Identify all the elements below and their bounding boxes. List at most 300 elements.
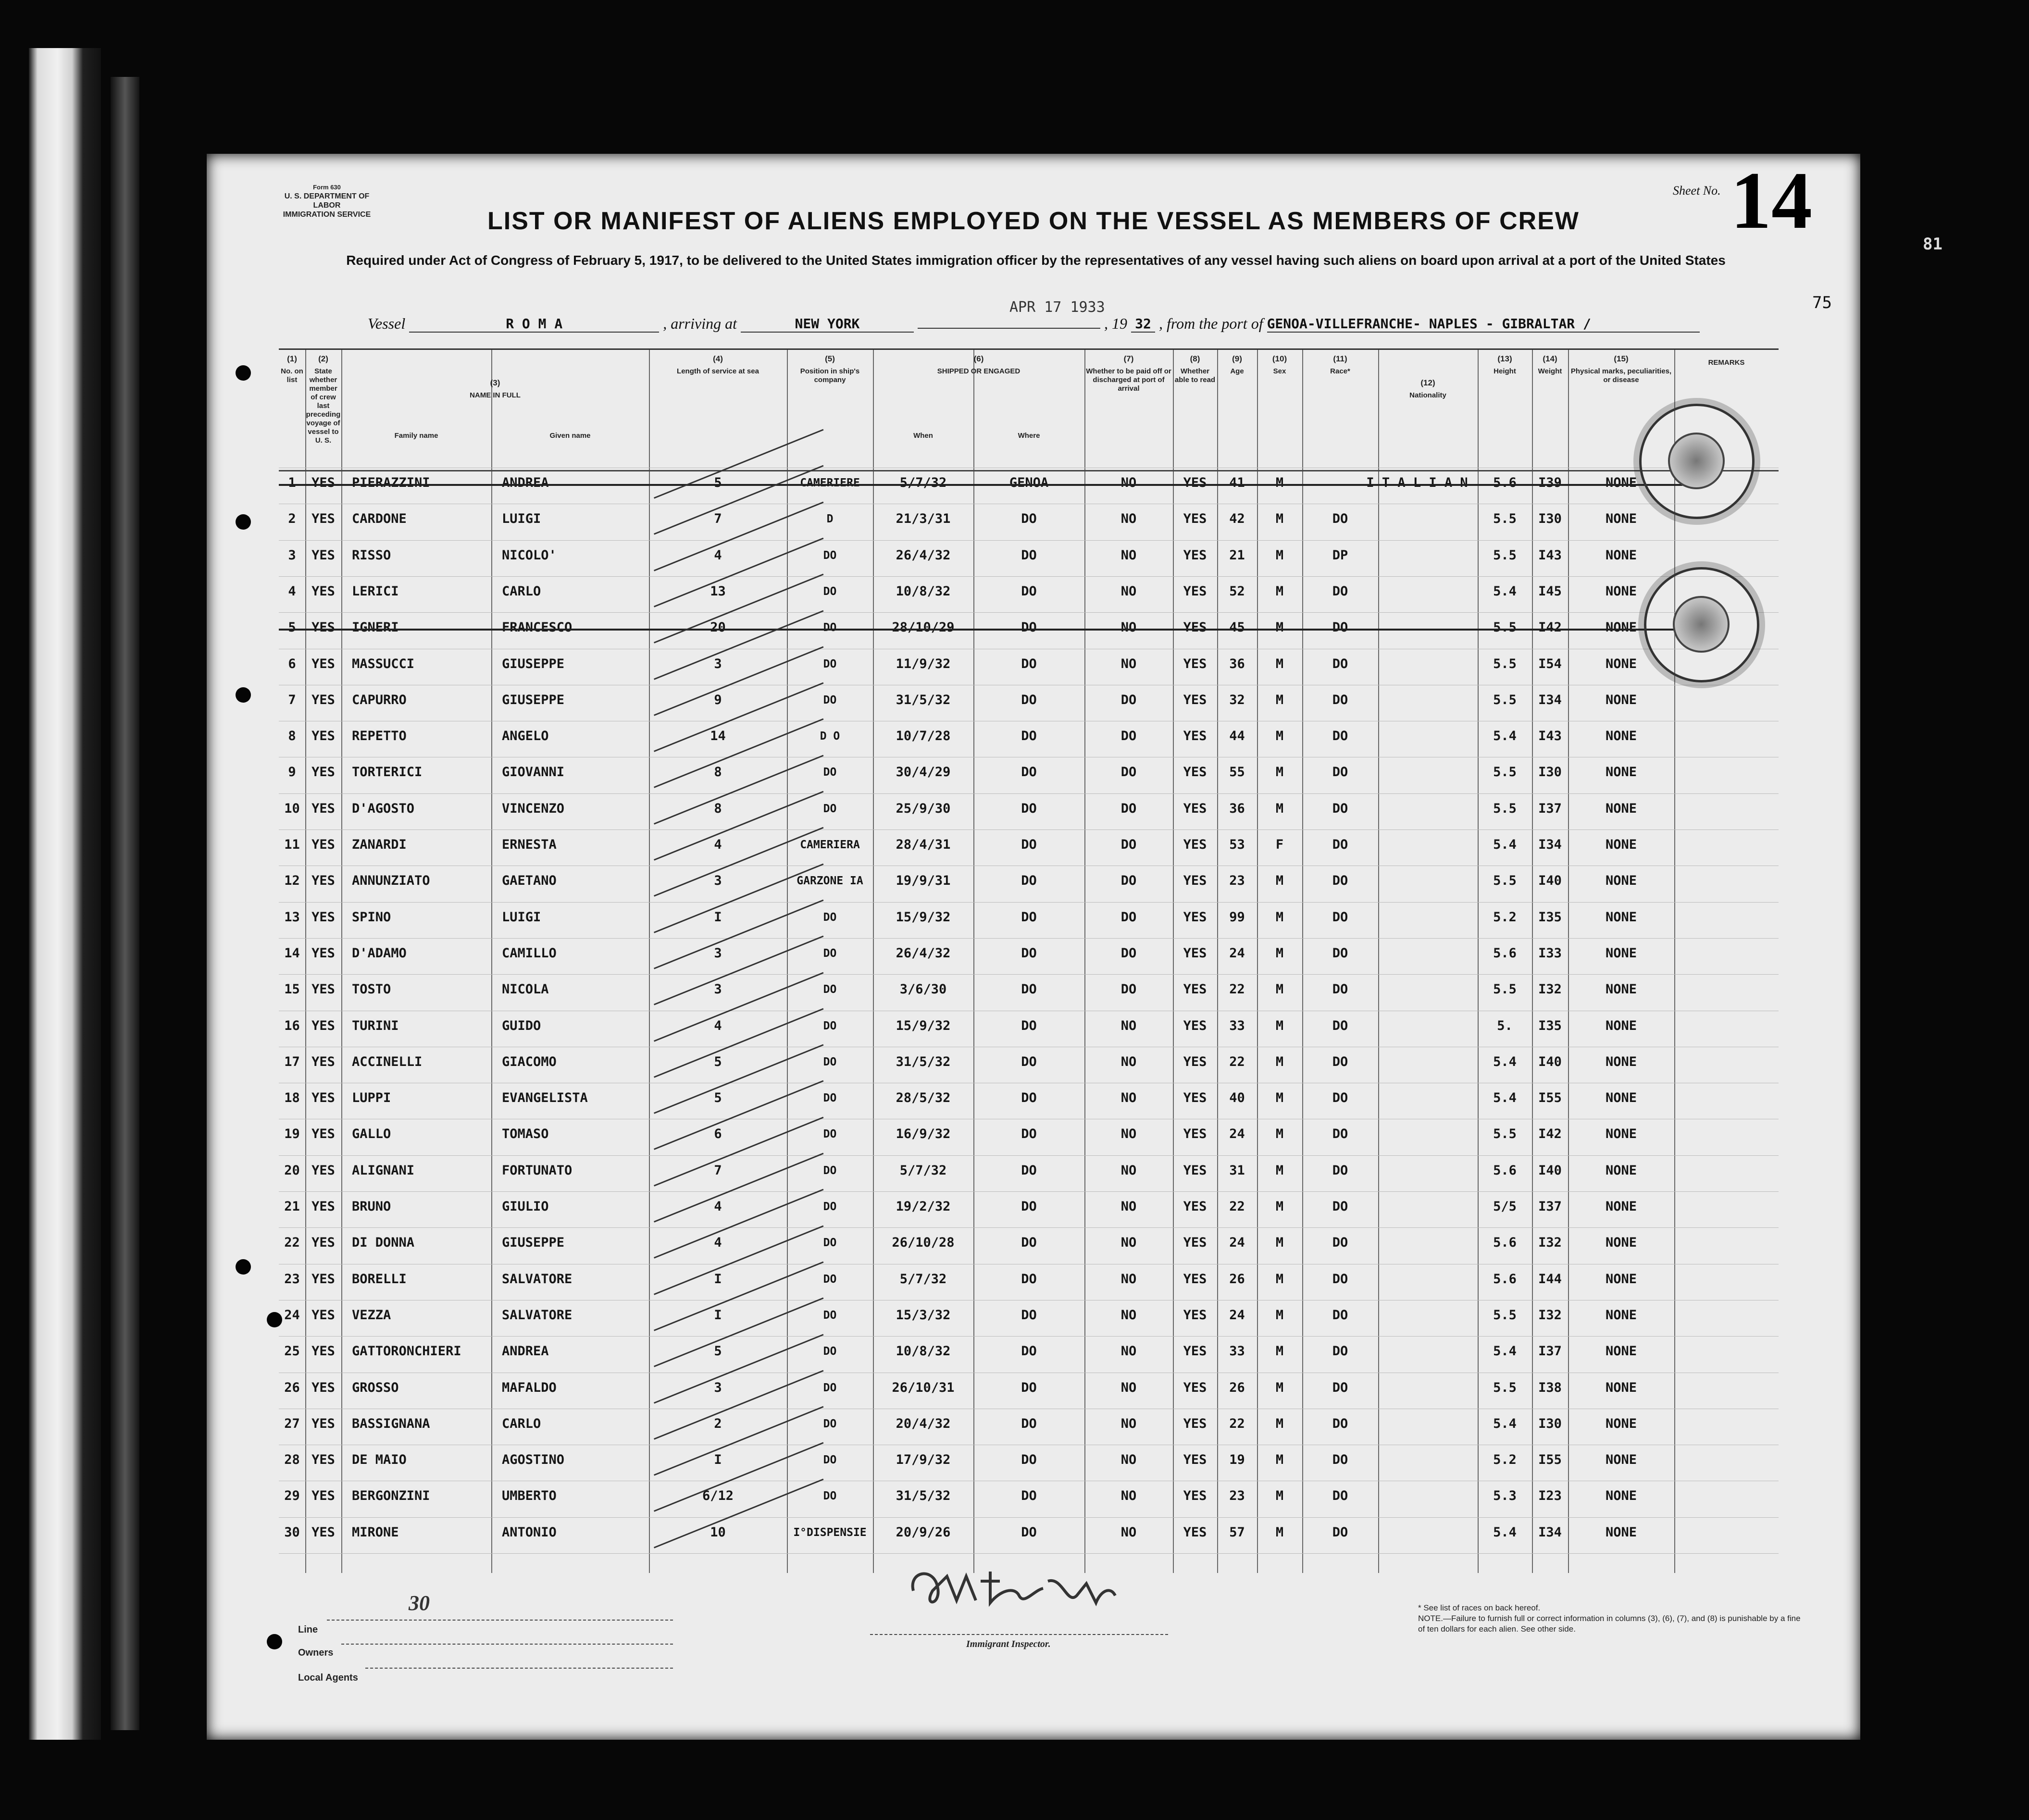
nationality: [1378, 1052, 1478, 1072]
able-to-read: YES: [1183, 1307, 1207, 1323]
form-number: Form 630: [313, 184, 341, 191]
received-date-stamp: APR 17 1933: [1009, 299, 1105, 316]
shipped-where: DO: [1021, 620, 1037, 635]
previous-voyage: YES: [311, 909, 335, 925]
row-number: 13: [284, 909, 300, 925]
column-number: (7): [1123, 354, 1134, 363]
column-number: (1): [287, 354, 297, 363]
service-label: IMMIGRATION SERVICE: [283, 210, 371, 219]
race: DO: [1332, 1090, 1348, 1106]
physical-marks: NONE: [1605, 583, 1637, 599]
weight: I43: [1538, 729, 1562, 744]
row-rule: [279, 612, 1779, 613]
shipped-when: 31/5/32: [896, 1488, 951, 1504]
nationality: [1378, 1089, 1478, 1108]
paid-off: NO: [1120, 583, 1137, 599]
height: 5.6: [1493, 1163, 1517, 1178]
service-length: 8: [714, 801, 722, 816]
table-row: [279, 1161, 1779, 1180]
race: DO: [1332, 982, 1348, 997]
age: 55: [1229, 765, 1245, 780]
given-name: GIUSEPPE: [502, 656, 565, 671]
column-label: Physical marks, peculiarities, or disease: [1570, 367, 1672, 384]
position: CAMERIERE: [800, 477, 860, 489]
weight: I55: [1538, 1090, 1562, 1106]
nationality: [1378, 727, 1478, 746]
able-to-read: YES: [1183, 765, 1207, 780]
service-length: 5: [714, 475, 722, 490]
race: DO: [1332, 1380, 1348, 1395]
previous-voyage: YES: [311, 1344, 335, 1359]
row-number: 4: [288, 583, 296, 599]
height: 5.4: [1493, 1054, 1517, 1069]
shipped-where: DO: [1021, 873, 1037, 889]
service-length: 13: [710, 583, 726, 599]
position: DO: [823, 1273, 837, 1286]
position: DO: [823, 657, 837, 670]
paid-off: NO: [1120, 1344, 1137, 1359]
column-header: [1532, 355, 1568, 376]
physical-marks: NONE: [1605, 873, 1637, 889]
physical-marks: NONE: [1605, 1235, 1637, 1250]
given-name: GIOVANNI: [502, 765, 565, 780]
physical-marks: NONE: [1605, 1488, 1637, 1504]
given-name: NICOLA: [502, 982, 549, 997]
weight: I42: [1538, 620, 1562, 635]
paid-off: NO: [1120, 1271, 1137, 1287]
from-label: , from the port of: [1158, 315, 1263, 332]
family-name: TORTERICI: [352, 765, 423, 780]
given-name: GIULIO: [502, 1199, 549, 1214]
age: 45: [1229, 620, 1245, 635]
service-length: 2: [714, 1416, 722, 1431]
previous-voyage: YES: [311, 1380, 335, 1395]
shipped-when: 10/8/32: [896, 583, 951, 599]
punch-hole: [267, 1634, 282, 1649]
paid-off: NO: [1120, 1488, 1137, 1504]
previous-voyage: YES: [311, 1199, 335, 1214]
age: 22: [1229, 1199, 1245, 1214]
height: 5.5: [1493, 511, 1517, 527]
paid-off: NO: [1120, 620, 1137, 635]
family-name: LUPPI: [352, 1090, 391, 1106]
sex: M: [1275, 547, 1284, 563]
shipped-where: DO: [1021, 1307, 1037, 1323]
nationality: [1378, 1414, 1478, 1434]
shipped-when: 26/4/32: [896, 547, 951, 563]
able-to-read: YES: [1183, 1452, 1207, 1468]
sex: M: [1275, 475, 1284, 490]
height: 5.5: [1493, 1307, 1517, 1323]
column-header: [1674, 355, 1779, 367]
weight: I30: [1538, 511, 1562, 527]
race: DO: [1332, 1235, 1348, 1250]
required-text: Required under Act of Congress of February 5, 1917, to be delivered to the United States immigration officer by the representatives of any vessel having such aliens on board upon arrival at a port of the United States: [346, 253, 1726, 268]
position: DO: [823, 1201, 837, 1213]
shipped-where: DO: [1021, 1271, 1037, 1287]
sex: M: [1275, 1524, 1284, 1540]
given-name: ERNESTA: [502, 837, 557, 852]
shipped-where: DO: [1021, 547, 1037, 563]
row-number: 29: [284, 1488, 300, 1504]
previous-voyage: YES: [311, 729, 335, 744]
column-label: Nationality: [1409, 391, 1446, 399]
able-to-read: YES: [1183, 620, 1207, 635]
column-label: State whether member of crew last preceding voyage of vessel to U. S.: [306, 367, 341, 445]
table-row: [279, 944, 1779, 963]
column-label: SHIPPED OR ENGAGED: [937, 367, 1021, 375]
family-name: RISSO: [352, 547, 391, 563]
column-number: (15): [1614, 354, 1629, 363]
table-row: [279, 1052, 1779, 1072]
able-to-read: YES: [1183, 1199, 1207, 1214]
able-to-read: YES: [1183, 1018, 1207, 1033]
race: DO: [1332, 1127, 1348, 1142]
sex: M: [1275, 1271, 1284, 1287]
row-number: 16: [284, 1018, 300, 1033]
able-to-read: YES: [1183, 1524, 1207, 1540]
shipped-where: DO: [1021, 729, 1037, 744]
agents-field: [365, 1668, 673, 1669]
row-number: 2: [288, 511, 296, 527]
column-subheader: When: [913, 432, 933, 440]
weight: I34: [1538, 837, 1562, 852]
family-name: BERGONZINI: [352, 1488, 430, 1504]
age: 57: [1229, 1524, 1245, 1540]
physical-marks: NONE: [1605, 1199, 1637, 1214]
row-number: 14: [284, 945, 300, 961]
family-name: MIRONE: [352, 1524, 399, 1540]
age: 99: [1229, 909, 1245, 925]
age: 33: [1229, 1018, 1245, 1033]
line-label: Line: [298, 1624, 318, 1635]
shipped-when: 26/10/31: [892, 1380, 955, 1395]
arriving-label: , arriving at: [663, 315, 737, 332]
nationality: [1378, 1450, 1478, 1470]
shipped-when: 5/7/32: [899, 1163, 947, 1178]
table-row: [279, 1270, 1779, 1289]
table-row: [279, 1486, 1779, 1506]
shipped-when: 5/7/32: [899, 1271, 947, 1287]
service-length: I: [714, 1452, 722, 1468]
family-name: VEZZA: [352, 1307, 391, 1323]
position: D: [826, 513, 834, 526]
shipped-where: DO: [1021, 909, 1037, 925]
shipped-when: 16/9/32: [896, 1127, 951, 1142]
shipped-where: DO: [1021, 1380, 1037, 1395]
previous-voyage: YES: [311, 547, 335, 563]
age: 26: [1229, 1271, 1245, 1287]
shipped-where: DO: [1021, 1090, 1037, 1106]
paid-off: NO: [1120, 1416, 1137, 1431]
weight: I38: [1538, 1380, 1562, 1395]
family-name: SPINO: [352, 909, 391, 925]
service-length: 8: [714, 765, 722, 780]
service-length: 14: [710, 729, 726, 744]
shipped-where: DO: [1021, 1488, 1037, 1504]
able-to-read: YES: [1183, 1163, 1207, 1178]
inspector-signature: [904, 1562, 1120, 1615]
table-row: [279, 691, 1779, 710]
sex: M: [1275, 1307, 1284, 1323]
family-name: CARDONE: [352, 511, 407, 527]
service-length: 3: [714, 982, 722, 997]
race: DO: [1332, 656, 1348, 671]
race: DO: [1332, 511, 1348, 527]
given-name: NICOLO': [502, 547, 557, 563]
shipped-where: DO: [1021, 1416, 1037, 1431]
weight: I35: [1538, 909, 1562, 925]
owners-label: Owners: [298, 1647, 334, 1658]
column-number: (6): [973, 354, 984, 363]
row-number: 30: [284, 1524, 300, 1540]
shipped-when: 28/10/29: [892, 620, 955, 635]
race: I T A L I A N: [1366, 475, 1468, 490]
service-length: 7: [714, 1163, 722, 1178]
footnote: [1418, 1603, 1803, 1634]
table-row: [279, 871, 1779, 891]
service-length: I: [714, 909, 722, 925]
shipped-when: 15/3/32: [896, 1307, 951, 1323]
sex: F: [1275, 837, 1284, 852]
race: DP: [1332, 547, 1348, 563]
family-name: TOSTO: [352, 982, 391, 997]
row-number: 7: [288, 692, 296, 707]
column-number: (12): [1420, 378, 1435, 387]
table-row: [279, 727, 1779, 746]
given-name: GIACOMO: [502, 1054, 557, 1069]
physical-marks: NONE: [1605, 909, 1637, 925]
height: 5/5: [1493, 1199, 1517, 1214]
column-label: Age: [1230, 367, 1244, 375]
table-row: [279, 1523, 1779, 1542]
line-field: [327, 1620, 673, 1621]
shipped-where: DO: [1021, 801, 1037, 816]
shipped-where: DO: [1021, 1199, 1037, 1214]
height: 5.5: [1493, 873, 1517, 889]
height: 5.3: [1493, 1488, 1517, 1504]
nationality: [1378, 1486, 1478, 1506]
given-name: GAETANO: [502, 873, 557, 889]
shipped-where: DO: [1021, 837, 1037, 852]
service-length: 10: [710, 1524, 726, 1540]
nationality: [1378, 1233, 1478, 1252]
race: DO: [1332, 1199, 1348, 1214]
row-number: 27: [284, 1416, 300, 1431]
race: DO: [1332, 1452, 1348, 1468]
column-label: Race*: [1330, 367, 1350, 375]
column-label: No. on list: [281, 367, 303, 384]
position: DO: [823, 1490, 837, 1503]
shipped-when: 11/9/32: [896, 656, 951, 671]
physical-marks: NONE: [1605, 547, 1637, 563]
sex: M: [1275, 656, 1284, 671]
family-name: D'ADAMO: [352, 945, 407, 961]
sex: M: [1275, 1090, 1284, 1106]
nationality: [1378, 509, 1478, 529]
previous-voyage: YES: [311, 1054, 335, 1069]
shipped-when: 26/10/28: [892, 1235, 955, 1250]
sex: M: [1275, 1127, 1284, 1142]
race: DO: [1332, 909, 1348, 925]
height: 5.6: [1493, 945, 1517, 961]
weight: I44: [1538, 1271, 1562, 1287]
row-number: 1: [288, 475, 296, 490]
punch-hole: [236, 687, 251, 703]
height: 5.5: [1493, 656, 1517, 671]
position: DO: [823, 585, 837, 598]
weight: I37: [1538, 801, 1562, 816]
height: 5.5: [1493, 547, 1517, 563]
vessel-name: R O M A: [409, 316, 659, 333]
able-to-read: YES: [1183, 1235, 1207, 1250]
row-number: 5: [288, 620, 296, 635]
age: 32: [1229, 692, 1245, 707]
nationality: [1378, 835, 1478, 854]
service-length: 5: [714, 1090, 722, 1106]
age: 21: [1229, 547, 1245, 563]
physical-marks: NONE: [1605, 475, 1637, 490]
weight: I40: [1538, 873, 1562, 889]
row-number: 26: [284, 1380, 300, 1395]
able-to-read: YES: [1183, 1054, 1207, 1069]
weight: I42: [1538, 1127, 1562, 1142]
age: 36: [1229, 656, 1245, 671]
shipped-where: DO: [1021, 1235, 1037, 1250]
able-to-read: YES: [1183, 982, 1207, 997]
sheet-no-label: Sheet No.: [1673, 184, 1721, 198]
paid-off: NO: [1120, 1054, 1137, 1069]
sex: M: [1275, 1163, 1284, 1178]
page-reference: 75: [1812, 293, 1832, 312]
height: 5.5: [1493, 801, 1517, 816]
height: 5.4: [1493, 837, 1517, 852]
margin-number: 81: [1923, 235, 1942, 254]
paid-off: DO: [1120, 801, 1137, 816]
race: DO: [1332, 945, 1348, 961]
previous-voyage: YES: [311, 1163, 335, 1178]
family-name: ANNUNZIATO: [352, 873, 430, 889]
age: 22: [1229, 982, 1245, 997]
table-row: [279, 618, 1779, 637]
table-row: [279, 1016, 1779, 1036]
physical-marks: NONE: [1605, 511, 1637, 527]
row-number: 24: [284, 1307, 300, 1323]
weight: I32: [1538, 982, 1562, 997]
service-length: 20: [710, 620, 726, 635]
row-number: 6: [288, 656, 296, 671]
paid-off: DO: [1120, 729, 1137, 744]
binder-edge: [111, 77, 139, 1730]
table-row: [279, 546, 1779, 565]
paid-off: NO: [1120, 1199, 1137, 1214]
table-row: [279, 1306, 1779, 1325]
position: DO: [823, 1309, 837, 1322]
column-label: Height: [1494, 367, 1516, 375]
column-header: [341, 379, 649, 400]
sheet-number: 14: [1730, 155, 1812, 246]
given-name: CARLO: [502, 1416, 541, 1431]
age: 36: [1229, 801, 1245, 816]
paid-off: NO: [1120, 1524, 1137, 1540]
sex: M: [1275, 801, 1284, 816]
position: DO: [823, 1237, 837, 1250]
nationality: [1378, 582, 1478, 601]
service-length: I: [714, 1271, 722, 1287]
age: 53: [1229, 837, 1245, 852]
shipped-when: 19/9/31: [896, 873, 951, 889]
given-name: UMBERTO: [502, 1488, 557, 1504]
previous-voyage: YES: [311, 620, 335, 635]
position: DO: [823, 983, 837, 996]
weight: I43: [1538, 547, 1562, 563]
race: DO: [1332, 1163, 1348, 1178]
shipped-when: 31/5/32: [896, 692, 951, 707]
column-header: [649, 355, 787, 376]
shipped-when: 28/4/31: [896, 837, 951, 852]
service-length: 4: [714, 837, 722, 852]
able-to-read: YES: [1183, 1380, 1207, 1395]
agents-label: Local Agents: [298, 1672, 358, 1683]
voyage-year: 32: [1131, 316, 1155, 333]
paid-off: NO: [1120, 511, 1137, 527]
sex: M: [1275, 1235, 1284, 1250]
family-name: ZANARDI: [352, 837, 407, 852]
row-number: 8: [288, 729, 296, 744]
height: 5.5: [1493, 1127, 1517, 1142]
family-name: ACCINELLI: [352, 1054, 423, 1069]
manifest-table: [279, 348, 1779, 1573]
age: 41: [1229, 475, 1245, 490]
paid-off: NO: [1120, 1018, 1137, 1033]
shipped-when: 31/5/32: [896, 1054, 951, 1069]
sex: M: [1275, 765, 1284, 780]
nationality: [1378, 1125, 1478, 1144]
column-number: (13): [1497, 354, 1512, 363]
table-row: [279, 1450, 1779, 1470]
race: DO: [1332, 1018, 1348, 1033]
column-label: NAME IN FULL: [470, 391, 521, 399]
column-header: [1257, 355, 1302, 376]
physical-marks: NONE: [1605, 982, 1637, 997]
able-to-read: YES: [1183, 1127, 1207, 1142]
previous-voyage: YES: [311, 945, 335, 961]
paid-off: NO: [1120, 1380, 1137, 1395]
previous-voyage: YES: [311, 982, 335, 997]
able-to-read: YES: [1183, 1416, 1207, 1431]
age: 22: [1229, 1054, 1245, 1069]
paid-off: DO: [1120, 837, 1137, 852]
shipped-when: 21/3/31: [896, 511, 951, 527]
family-name: TURINI: [352, 1018, 399, 1033]
family-name: DI DONNA: [352, 1235, 415, 1250]
given-name: EVANGELISTA: [502, 1090, 588, 1106]
race: DO: [1332, 692, 1348, 707]
shipped-where: DO: [1021, 982, 1037, 997]
table-row: [279, 1378, 1779, 1398]
race: DO: [1332, 837, 1348, 852]
position: DO: [823, 1092, 837, 1105]
row-rule: [279, 1191, 1779, 1192]
table-row: [279, 1342, 1779, 1361]
nationality: [1378, 655, 1478, 674]
service-length: 7: [714, 511, 722, 527]
paid-off: NO: [1120, 475, 1137, 490]
service-length: 6/12: [702, 1488, 734, 1504]
service-length: 4: [714, 547, 722, 563]
weight: I45: [1538, 583, 1562, 599]
service-length: 4: [714, 1235, 722, 1250]
